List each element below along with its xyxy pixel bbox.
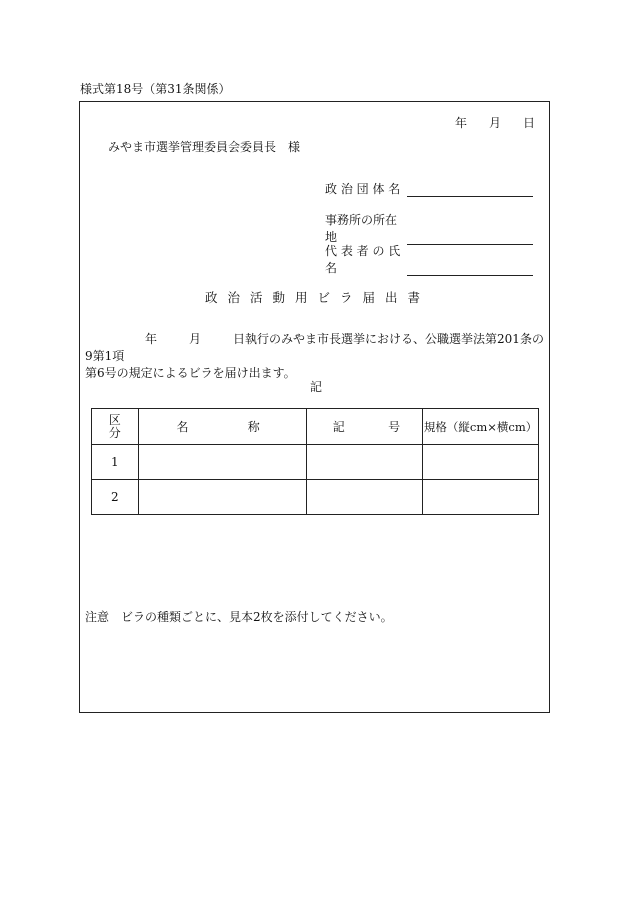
statement-line2: 第6号の規定によるビラを届け出ます。 [85, 366, 296, 380]
header-size: 規格（縦cm×横cm） [423, 409, 539, 445]
header-name-a: 名 [176, 420, 189, 434]
field-label: 代 表 者 の 氏 名 [325, 244, 401, 275]
row-number: 2 [92, 480, 139, 515]
statement-year: 年 [145, 332, 158, 346]
cell-name [138, 480, 306, 515]
cell-size [423, 445, 539, 480]
date-line [455, 114, 535, 131]
statement [85, 331, 549, 382]
date-day-label: 日 [523, 116, 536, 130]
field-blank-line [407, 182, 533, 197]
addressee: みやま市選挙管理委員会委員長 様 [108, 140, 301, 154]
field-representative-name [325, 242, 533, 276]
cell-size [423, 480, 539, 515]
table-row [92, 445, 539, 480]
statement-month: 月 [189, 332, 202, 346]
header-sign-b: 号 [388, 420, 401, 434]
header-sign [306, 409, 422, 445]
header-kubun-bottom: 分 [108, 425, 121, 440]
field-label: 政 治 団 体 名 [325, 182, 401, 196]
document-title: 政治活動用ビラ届出書 [205, 290, 431, 305]
header-kubun [92, 409, 139, 445]
header-kubun-top: 区 [108, 412, 121, 427]
cell-name [138, 445, 306, 480]
ki-heading: 記 [310, 380, 323, 394]
form-number: 様式第18号（第31条関係） [80, 82, 231, 96]
header-name [138, 409, 306, 445]
note: 注意 ビラの種類ごとに、見本2枚を添付してください。 [85, 610, 393, 624]
date-month-label: 月 [489, 116, 502, 130]
statement-line1: 日執行のみやま市長選挙における、公職選挙法第201条の9第1項 [85, 332, 544, 363]
items-table [91, 408, 539, 515]
table-header-row [92, 409, 539, 445]
field-office-address [325, 211, 533, 245]
date-year-label: 年 [455, 116, 468, 130]
field-label: 事務所の所在地 [325, 213, 398, 244]
field-blank-line [407, 261, 533, 276]
cell-sign [306, 445, 422, 480]
field-political-organization [325, 180, 533, 197]
table-row [92, 480, 539, 515]
header-sign-a: 記 [332, 420, 345, 434]
row-number: 1 [92, 445, 139, 480]
header-name-b: 称 [247, 420, 260, 434]
cell-sign [306, 480, 422, 515]
